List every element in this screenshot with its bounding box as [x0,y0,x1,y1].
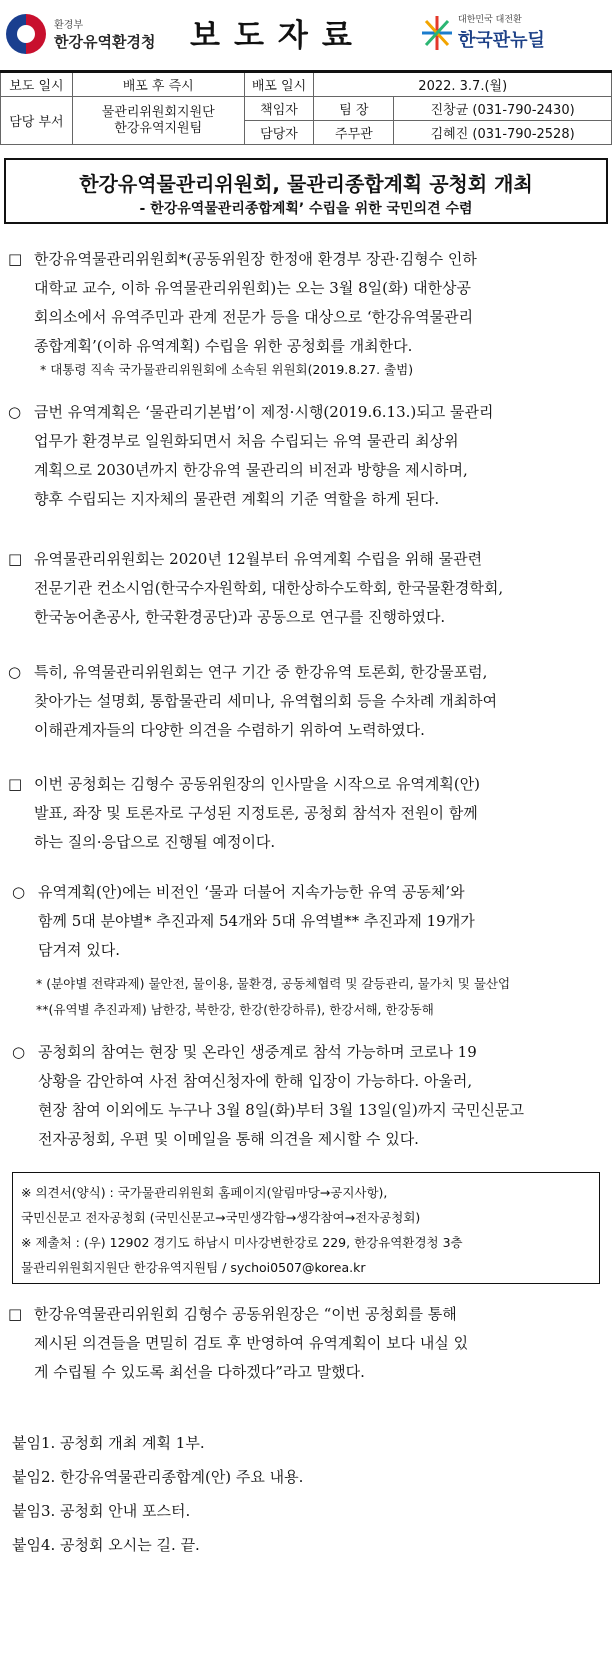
distribution-label: 배포 일시 [244,72,314,97]
paragraph-line: 게 수립될 수 있도록 최선을 다하겠다”라고 말했다. [34,1363,365,1381]
release-info-table [0,70,612,145]
attachment-item: 붙임1. 공청회 개최 계획 1부. [12,1434,205,1452]
paragraph-line: 종합계획’(이하 유역계획) 수립을 위한 공청회를 개최한다. [34,337,413,355]
responsible-row [1,97,612,121]
brand-tagline: 대한민국 대전환 [458,15,522,25]
manager-label: 담당자 [244,121,314,145]
press-header [0,0,612,70]
responsible-contact: 진창균 (031-790-2430) [394,97,612,121]
notice-line: ※ 의견서(양식) : 국가물관리위원회 홈페이지(알림마당→공지사항), [21,1185,388,1200]
paragraph-line: 발표, 좌장 및 토론자로 구성된 지정토론, 공청회 참석자 전원이 함께 [34,804,478,822]
distribution-date: 2022. 3.7.(월) [314,72,612,97]
dept-label: 담당 부서 [1,97,73,145]
paragraph-line: 대학교 교수, 이하 유역물관리위원회)는 오는 3월 8일(화) 대한상공 [34,279,472,297]
paragraph-3 [8,545,608,635]
dept-line-2: 한강유역지원팀 [114,120,203,136]
paragraph-line: 계획으로 2030년까지 한강유역 물관리의 비전과 방향을 제시하며, [34,461,468,479]
circle-bullet-icon: ○ [8,663,22,681]
paragraph-line: 이해관계자들의 다양한 의견을 수렴하기 위하여 노력하였다. [34,721,425,739]
taegeuk-emblem-icon [6,14,46,54]
paragraph-line: 유역물관리위원회는 2020년 12월부터 유역계획 수립을 위해 물관련 [34,550,483,568]
responsible-label: 책임자 [244,97,314,121]
document-type-title: 보도자료 [190,18,366,54]
footnote-sector-tasks: * (분야별 전략과제) 물안전, 물이용, 물환경, 공동체협력 및 갈등관리, 물가치 및 물산업 [36,976,511,991]
paragraph-5 [8,770,608,860]
attachment-item: 붙임3. 공청회 안내 포스터. [12,1502,191,1520]
attachment-item: 붙임2. 한강유역물관리종합계(안) 주요 내용. [12,1468,304,1486]
notice-line: 물관리위원회지원단 한강유역지원팀 / sychoi0507@korea.kr [21,1260,366,1275]
paragraph-6 [12,878,608,968]
brand-name: 한국판뉴딜 [458,30,545,51]
notice-line: 국민신문고 전자공청회 (국민신문고→국민생각함→생각참여→전자공청회) [21,1210,421,1225]
submission-notice-box [12,1172,600,1284]
notice-line: ※ 제출처 : (우) 12902 경기도 하남시 미사강변한강로 229, 한강유역환경청 3층 [21,1235,463,1250]
manager-contact: 김혜진 (031-790-2528) [394,121,612,145]
release-value: 배포 후 즉시 [72,72,244,97]
paragraph-line: 상황을 감안하여 사전 참여신청자에 한해 입장이 가능하다. 아울러, [38,1072,473,1090]
paragraph-line: 한강유역물관리위원회 김형수 공동위원장은 “이번 공청회를 통해 [34,1305,457,1323]
responsible-title: 팀 장 [314,97,394,121]
paragraph-8 [8,1300,608,1390]
paragraph-line: 한국농어촌공사, 한국환경공단)과 공동으로 연구를 진행하였다. [34,608,446,626]
square-bullet-icon: □ [8,550,23,568]
paragraph-2 [8,398,608,518]
paragraph-line: 유역계획(안)에는 비전인 ‘물과 더불어 지속가능한 유역 공동체’와 [38,883,465,901]
attachment-item: 붙임4. 공청회 오시는 길. 끝. [12,1536,200,1554]
paragraph-line: 공청회의 참여는 현장 및 온라인 생중계로 참석 가능하며 코로나 19 [38,1043,477,1061]
paragraph-line: 회의소에서 유역주민과 관계 전문가 등을 대상으로 ‘한강유역물관리 [34,308,474,326]
new-deal-star-icon [420,14,454,52]
paragraph-line: 함께 5대 분야별* 추진과제 54개와 5대 유역별** 추진과제 19개가 [38,912,475,930]
circle-bullet-icon: ○ [8,403,22,421]
paragraph-line: 현장 참여 이외에도 누구나 3월 8일(화)부터 3월 13일(일)까지 국민신문고 [38,1101,525,1119]
new-deal-logo [420,12,600,56]
footnote-basin-tasks: **(유역별 추진과제) 남한강, 북한강, 한강(한강하류), 한강서해, 한강동해 [36,1002,434,1017]
paragraph-line: 전문기관 컨소시엄(한국수자원학회, 대한상하수도학회, 한국물환경학회, [34,579,504,597]
headline-title: 한강유역물관리위원회, 물관리종합계획 공청회 개최 [79,172,533,196]
paragraph-line: 찾아가는 설명회, 통합물관리 세미나, 유역협의회 등을 수차례 개최하여 [34,692,498,710]
headline-box [4,158,608,224]
paragraph-4 [8,658,608,748]
paragraph-line: 전자공청회, 우편 및 이메일을 통해 의견을 제시할 수 있다. [38,1130,419,1148]
paragraph-1 [8,245,608,365]
paragraph-7 [12,1038,608,1158]
square-bullet-icon: □ [8,1305,23,1323]
dept-line-1: 물관리위원회지원단 [101,104,215,120]
paragraph-line: 금번 유역계획은 ‘물관리기본법’이 제정·시행(2019.6.13.)되고 물관리 [34,403,494,421]
org-name: 한강유역환경청 [54,33,156,51]
ministry-logo [6,14,206,54]
paragraph-line: 특히, 유역물관리위원회는 연구 기간 중 한강유역 토론회, 한강물포럼, [34,663,488,681]
paragraph-line: 한강유역물관리위원회*(공동위원장 한정애 환경부 장관·김형수 인하 [34,250,477,268]
circle-bullet-icon: ○ [12,1043,26,1061]
dept-value [72,97,244,145]
square-bullet-icon: □ [8,250,23,268]
manager-title: 주무관 [314,121,394,145]
footnote-committee: * 대통령 직속 국가물관리위원회에 소속된 위원회(2019.8.27. 출범) [40,362,414,377]
headline-subtitle: - 한강유역물관리종합계획’ 수립을 위한 국민의견 수렴 [139,201,473,217]
paragraph-line: 하는 질의·응답으로 진행될 예정이다. [34,833,276,851]
paragraph-line: 향후 수립되는 지자체의 물관련 계획의 기준 역할을 하게 된다. [34,490,440,508]
paragraph-line: 담겨져 있다. [38,941,120,959]
paragraph-line: 제시된 의견들을 면밀히 검토 후 반영하여 유역계획이 보다 내실 있 [34,1334,469,1352]
circle-bullet-icon: ○ [12,883,26,901]
ministry-name: 환경부 [54,20,83,31]
paragraph-line: 이번 공청회는 김형수 공동위원장의 인사말을 시작으로 유역계획(안) [34,775,481,793]
release-label: 보도 일시 [1,72,73,97]
paragraph-line: 업무가 환경부로 일원화되면서 처음 수립되는 유역 물관리 최상위 [34,432,459,450]
square-bullet-icon: □ [8,775,23,793]
release-row [1,72,612,97]
